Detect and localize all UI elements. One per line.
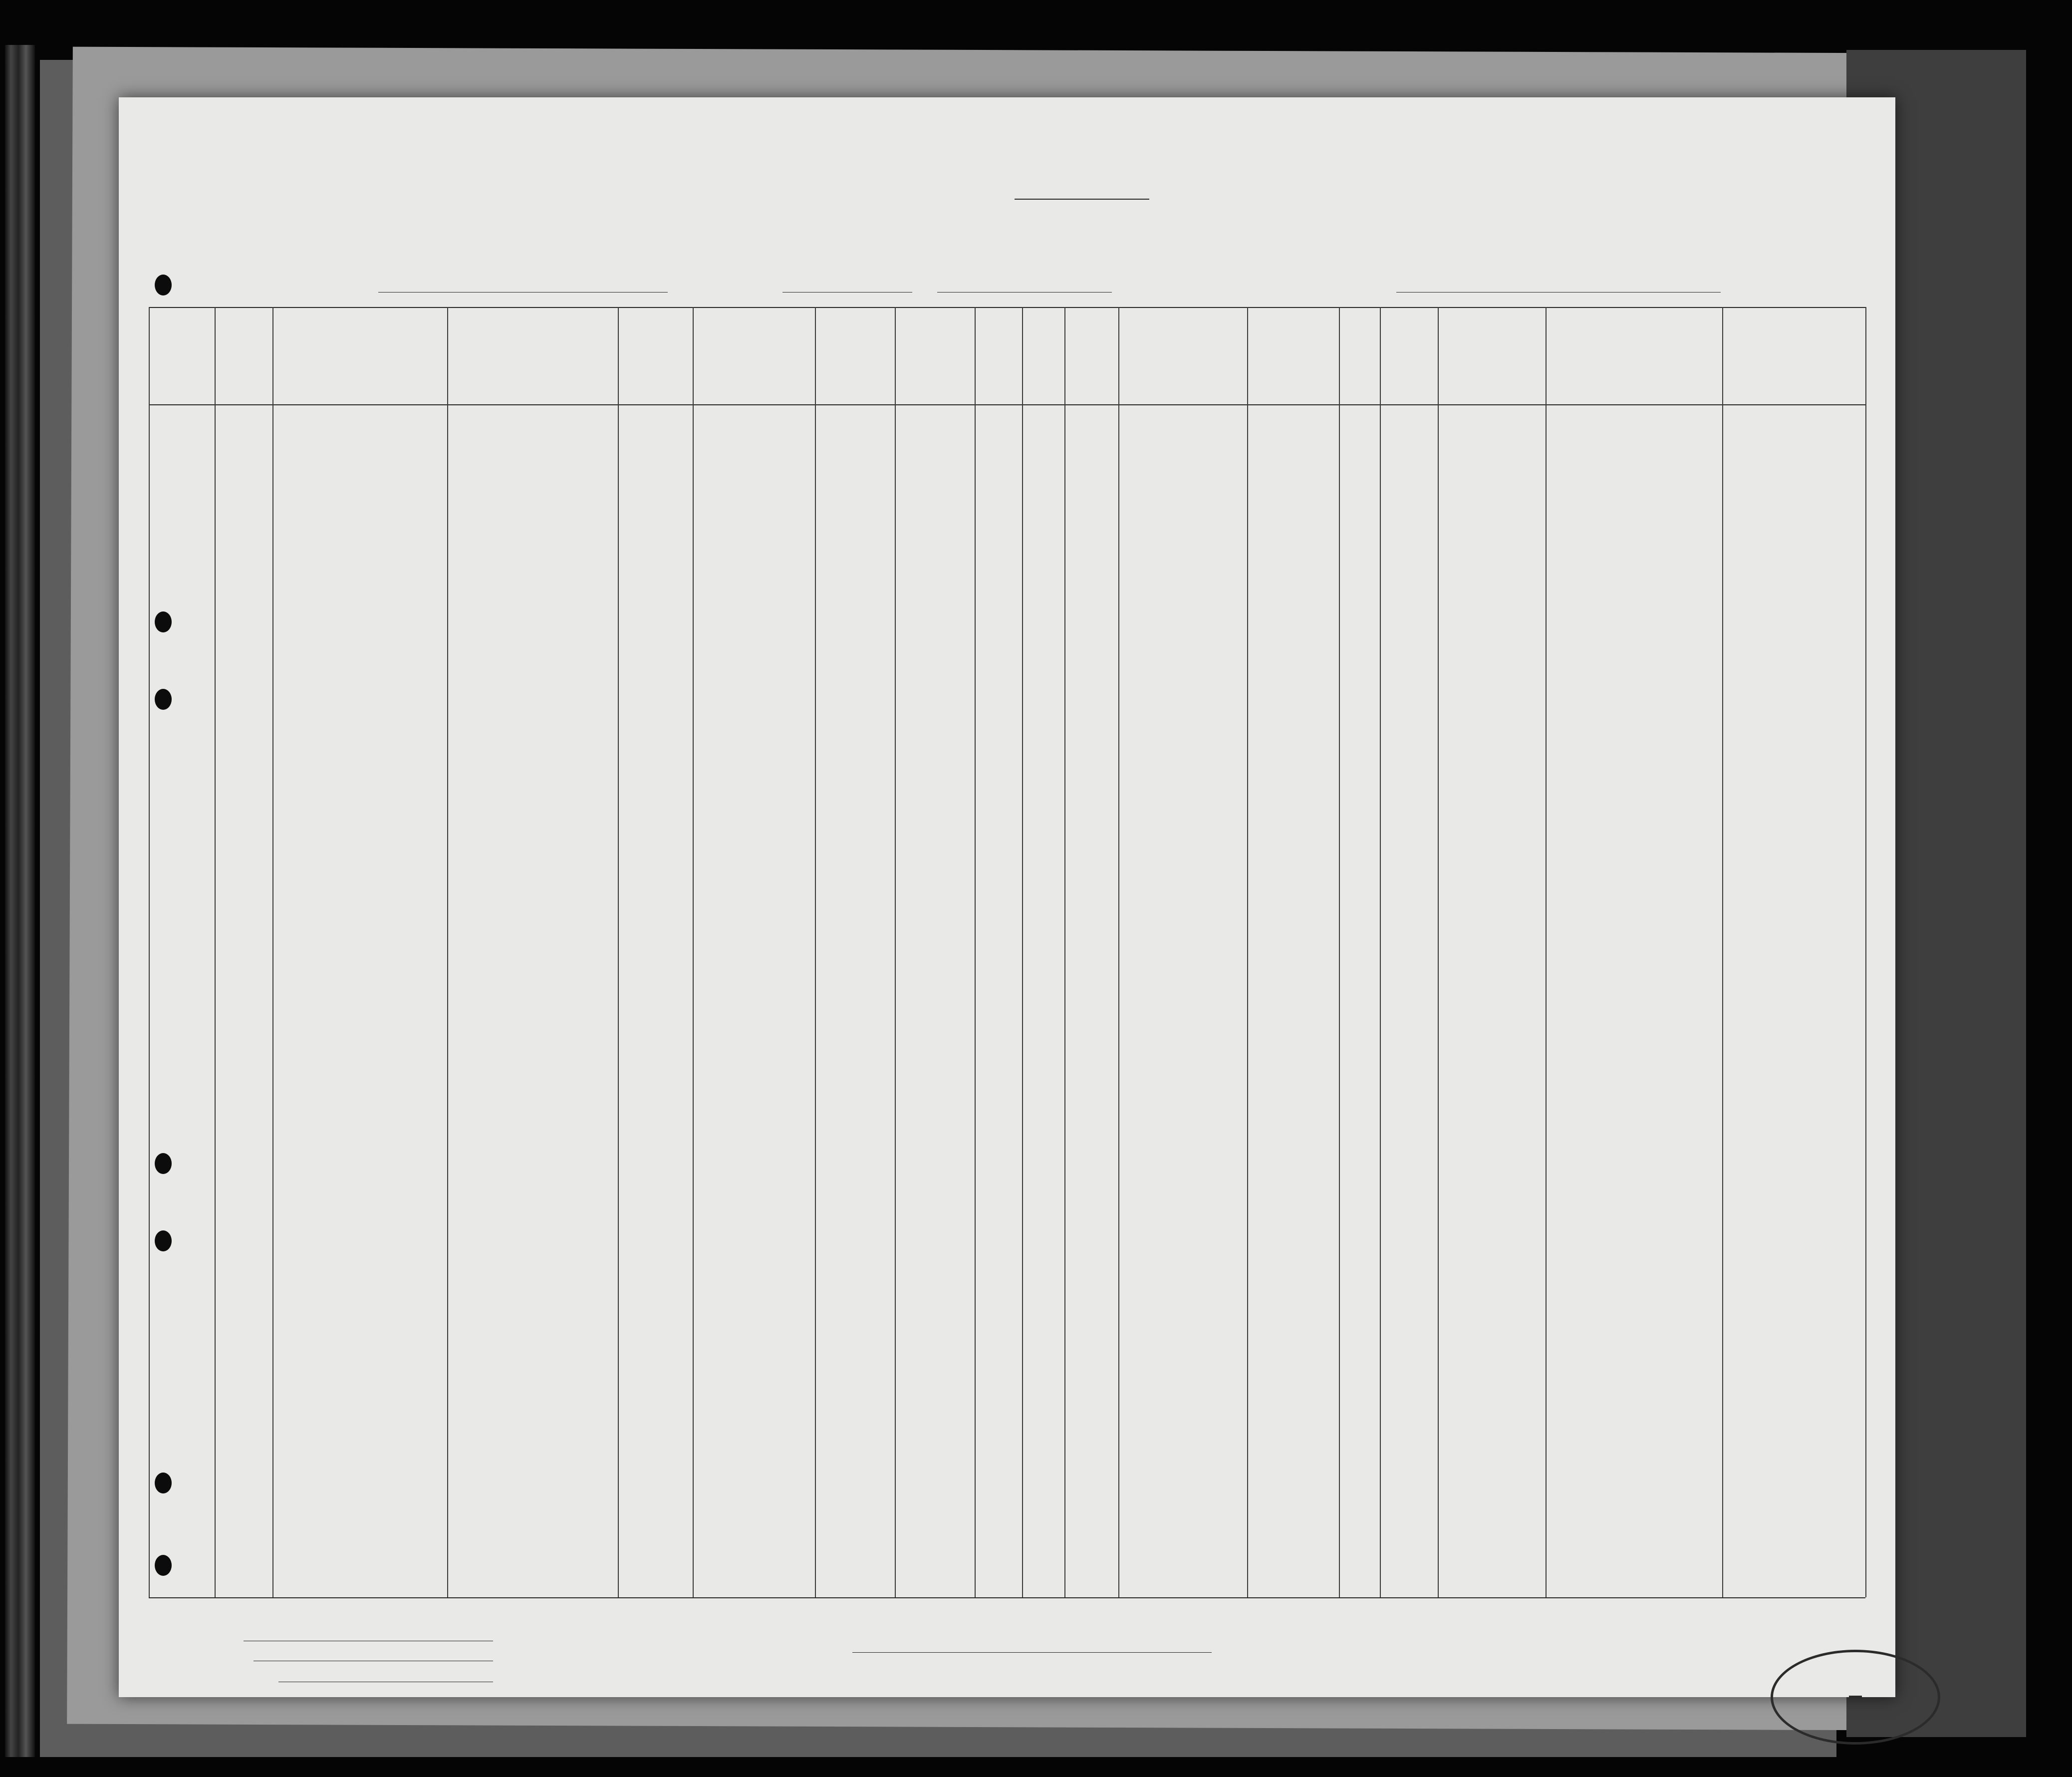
column-divider (447, 307, 448, 1597)
column-divider (215, 307, 216, 1597)
table-bottom-rule (149, 1597, 1865, 1598)
punch-hole (155, 611, 172, 632)
punch-hole (155, 1153, 172, 1174)
table-top-rule (149, 307, 1865, 308)
from-port-rule (1396, 292, 1721, 293)
column-divider (1546, 307, 1547, 1597)
column-divider (1247, 307, 1248, 1597)
title-rule (1015, 199, 1149, 200)
port-rule (782, 292, 912, 293)
manifest-page (119, 97, 1895, 1697)
column-divider (895, 307, 896, 1597)
column-divider (1339, 307, 1340, 1597)
column-divider (1438, 307, 1439, 1597)
date-rule (937, 292, 1112, 293)
column-divider (1022, 307, 1023, 1597)
signature-rule (852, 1652, 1212, 1653)
column-divider (1118, 307, 1119, 1597)
binder-spine (5, 45, 35, 1757)
column-divider (1380, 307, 1381, 1597)
column-divider (272, 307, 273, 1597)
punch-hole (155, 275, 172, 296)
punch-hole (155, 1555, 172, 1576)
column-divider (815, 307, 816, 1597)
column-divider (975, 307, 976, 1597)
column-divider (1064, 307, 1065, 1597)
punch-hole (155, 1230, 172, 1251)
office-date-stamp (1771, 1650, 1940, 1745)
column-divider (618, 307, 619, 1597)
stamp-date (1849, 1696, 1862, 1699)
punch-hole (155, 1473, 172, 1493)
vessel-rule (378, 292, 668, 293)
column-divider (1865, 307, 1866, 1597)
column-divider (1722, 307, 1723, 1597)
column-divider (693, 307, 694, 1597)
table-header-rule (149, 404, 1865, 405)
punch-hole (155, 689, 172, 710)
column-divider (149, 307, 150, 1597)
